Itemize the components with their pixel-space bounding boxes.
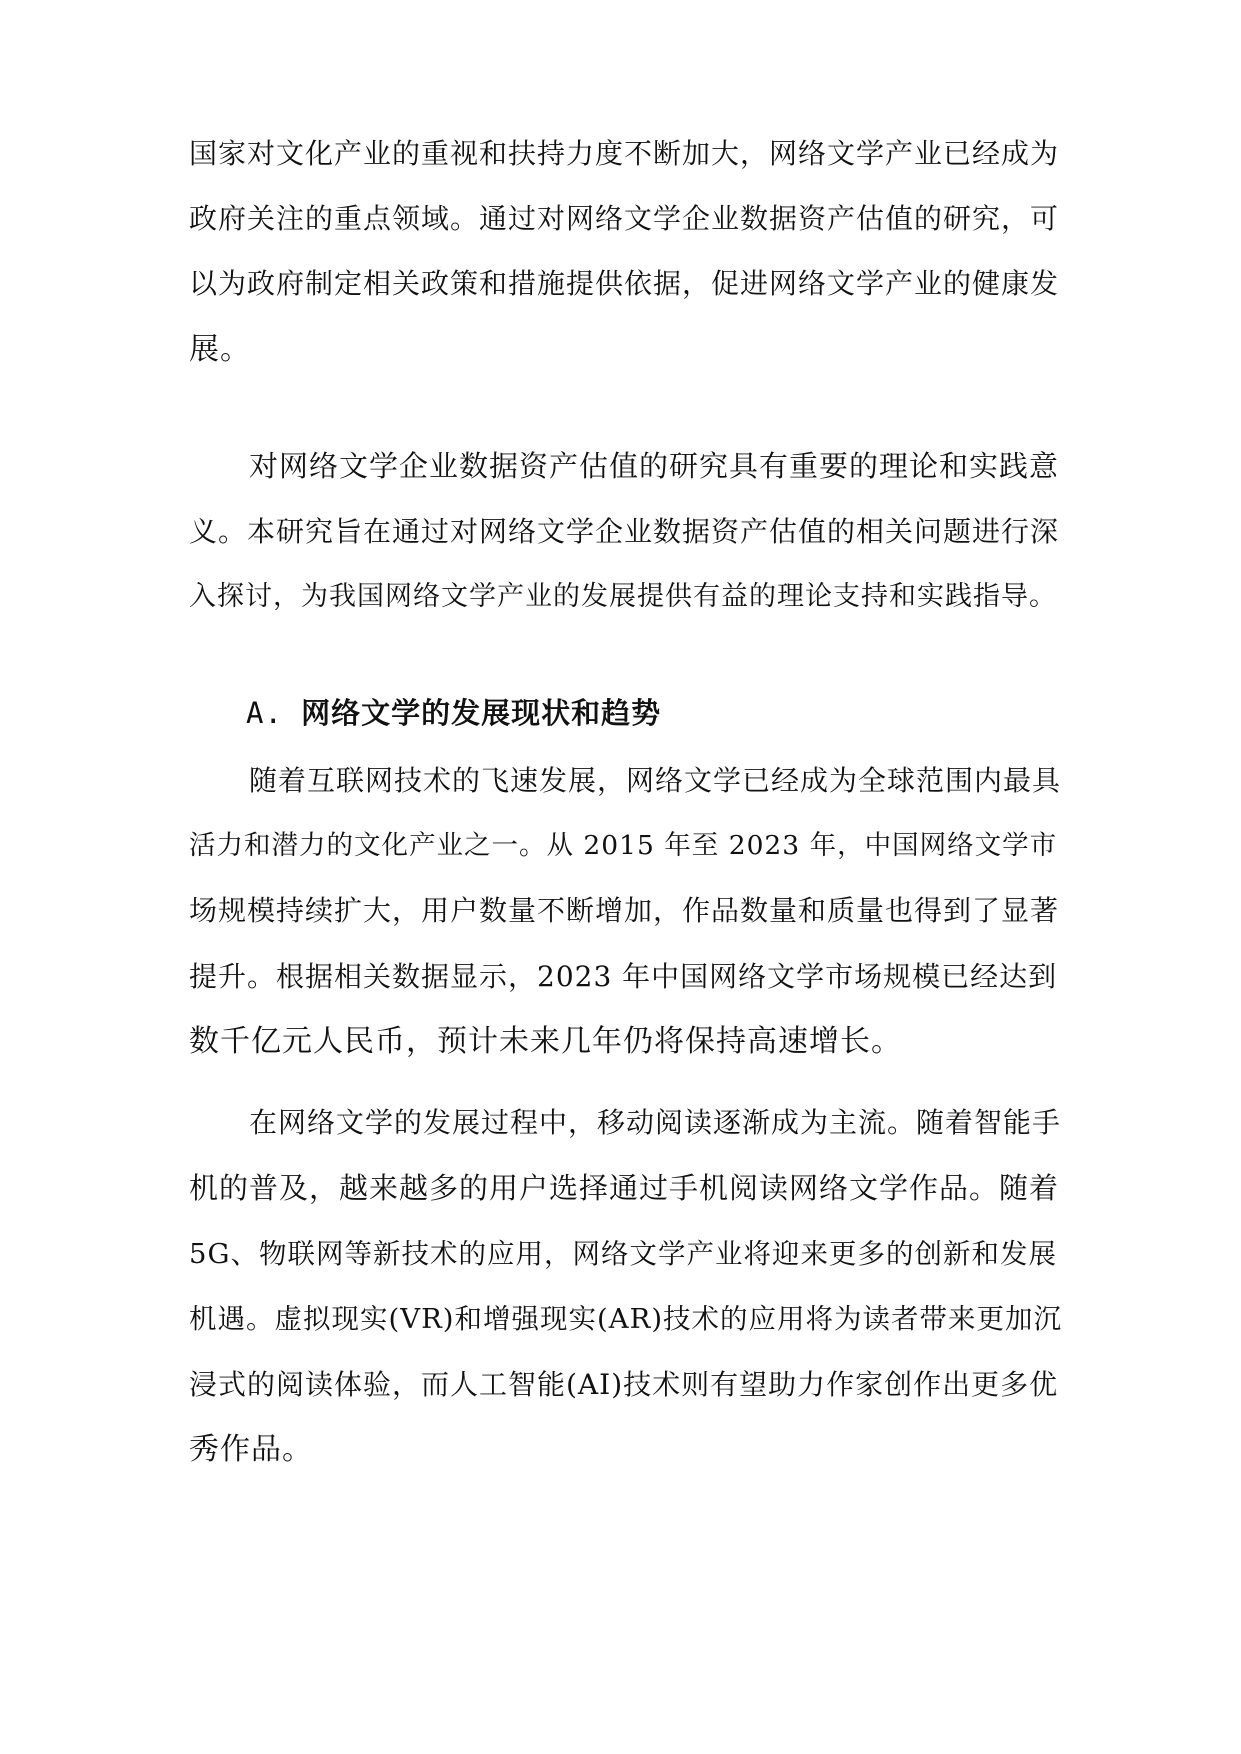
section-label: A. [246,696,283,730]
paragraph-line: 政府关注的重点领域。通过对网络文学企业数据资产估值的研究，可 [189,202,1060,235]
paragraph-line: 在网络文学的发展过程中，移动阅读逐渐成为主流。随着智能手 [249,1106,1062,1139]
paragraph-line: 以为政府制定相关政策和措施提供依据，促进网络文学产业的健康发 [189,267,1060,300]
paragraph-line: 义。本研究旨在通过对网络文学企业数据资产估值的相关问题进行深 [189,515,1060,548]
paragraph-line: 国家对文化产业的重视和扶持力度不断加大，网络文学产业已经成为 [189,137,1060,170]
paragraph-line: 入探讨，为我国网络文学产业的发展提供有益的理论支持和实践指导。 [189,581,1057,612]
section-heading [246,693,1126,733]
paragraph-line: 展。 [189,332,251,367]
section-title: 网络文学的发展现状和趋势 [301,696,662,730]
paragraph-line: 活力和潜力的文化产业之一。从 2015 年至 2023 年，中国网络文学市 [189,830,1058,861]
paragraph-line: 随着互联网技术的飞速发展，网络文学已经成为全球范围内最具 [249,764,1062,797]
paragraph-line: 提升。根据相关数据显示，2023 年中国网络文学市场规模已经达到 [189,960,1058,993]
paragraph-line: 浸式的阅读体验，而人工智能(AI)技术则有望助力作家创作出更多优 [189,1368,1059,1401]
paragraph-line: 数千亿元人民币，预计未来几年仍将保持高速增长。 [189,1024,902,1059]
paragraph-line: 秀作品。 [189,1432,313,1467]
paragraph-line: 对网络文学企业数据资产估值的研究具有重要的理论和实践意 [249,449,1060,483]
paragraph-line: 5G、物联网等新技术的应用，网络文学产业将迎来更多的创新和发展 [189,1238,1057,1270]
paragraph-line: 机遇。虚拟现实(VR)和增强现实(AR)技术的应用将为读者带来更加沉 [189,1303,1063,1335]
paragraph-line: 场规模持续扩大，用户数量不断增加，作品数量和质量也得到了显著 [189,894,1060,927]
paragraph-line: 机的普及，越来越多的用户选择通过手机阅读网络文学作品。随着 [189,1171,1060,1205]
